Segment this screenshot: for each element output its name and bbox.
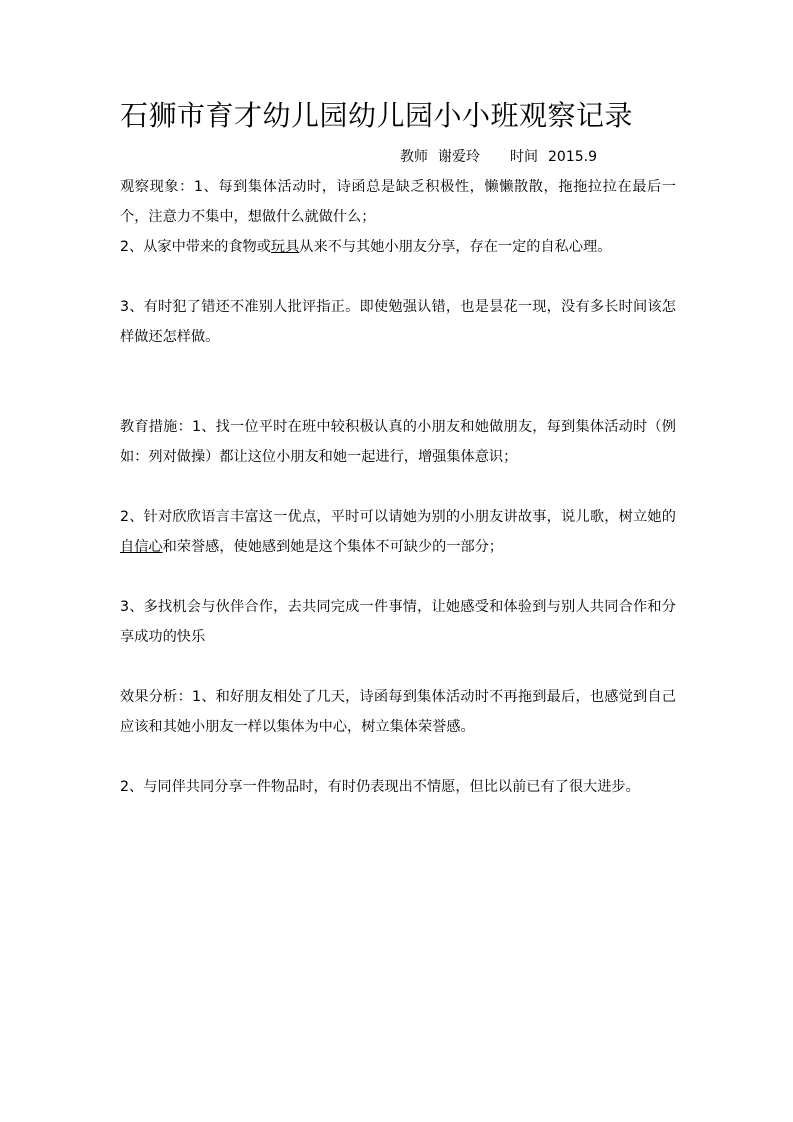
teacher-label: 教师 xyxy=(400,149,428,165)
analysis-paragraph-2: 2、与同伴共同分享一件物品时，有时仍表现出不情愿，但比以前已有了很大进步。 xyxy=(120,779,640,795)
teacher-name: 谢爱玲 xyxy=(438,149,480,165)
document-title: 石狮市育才幼儿园幼儿园小小班观察记录 xyxy=(120,99,634,132)
observation-paragraph-3: 3、有时犯了错还不准别人批评指正。即使勉强认错，也是昙花一现，没有多长时间该怎样做还怎样做。 xyxy=(120,299,676,345)
observation-p2-underlined: 玩具 xyxy=(270,239,300,255)
time-value: 2015.9 xyxy=(548,149,597,165)
measures-paragraph-3: 3、多找机会与伙伴合作，去共同完成一件事情，让她感受和体验到与别人共同合作和分享成功的快乐 xyxy=(120,599,676,645)
measures-p2-before: 2、针对欣欣语言丰富这一优点，平时可以请她为别的小朋友讲故事，说儿歌，树立她的 xyxy=(120,509,676,525)
measures-paragraph-1: 教育措施：1、找一位平时在班中较积极认真的小朋友和她做朋友，每到集体活动时（例如：列对做操）都让这位小朋友和她一起进行，增强集体意识； xyxy=(120,419,676,465)
teacher-time-line xyxy=(400,146,597,168)
observation-paragraph-1: 观察现象：1、每到集体活动时，诗函总是缺乏积极性，懒懒散散，拖拖拉拉在最后一个，注意力不集中，想做什么就做什么； xyxy=(120,179,676,225)
measures-paragraph-2 xyxy=(120,502,676,562)
observation-p2-after: 从来不与其她小朋友分享，存在一定的自私心理。 xyxy=(299,239,612,255)
observation-p2-before: 2、从家中带来的食物或 xyxy=(120,239,271,255)
measures-p2-underlined: 自信心 xyxy=(120,539,163,555)
time-label: 时间 xyxy=(510,149,538,165)
observation-paragraph-2 xyxy=(120,232,676,262)
measures-p2-after: 和荣誉感，使她感到她是这个集体不可缺少的一部分； xyxy=(162,539,504,555)
analysis-paragraph-1: 效果分析：1、和好朋友相处了几天，诗函每到集体活动时不再拖到最后，也感觉到自己应该和其她小朋友一样以集体为中心，树立集体荣誉感。 xyxy=(120,689,676,735)
